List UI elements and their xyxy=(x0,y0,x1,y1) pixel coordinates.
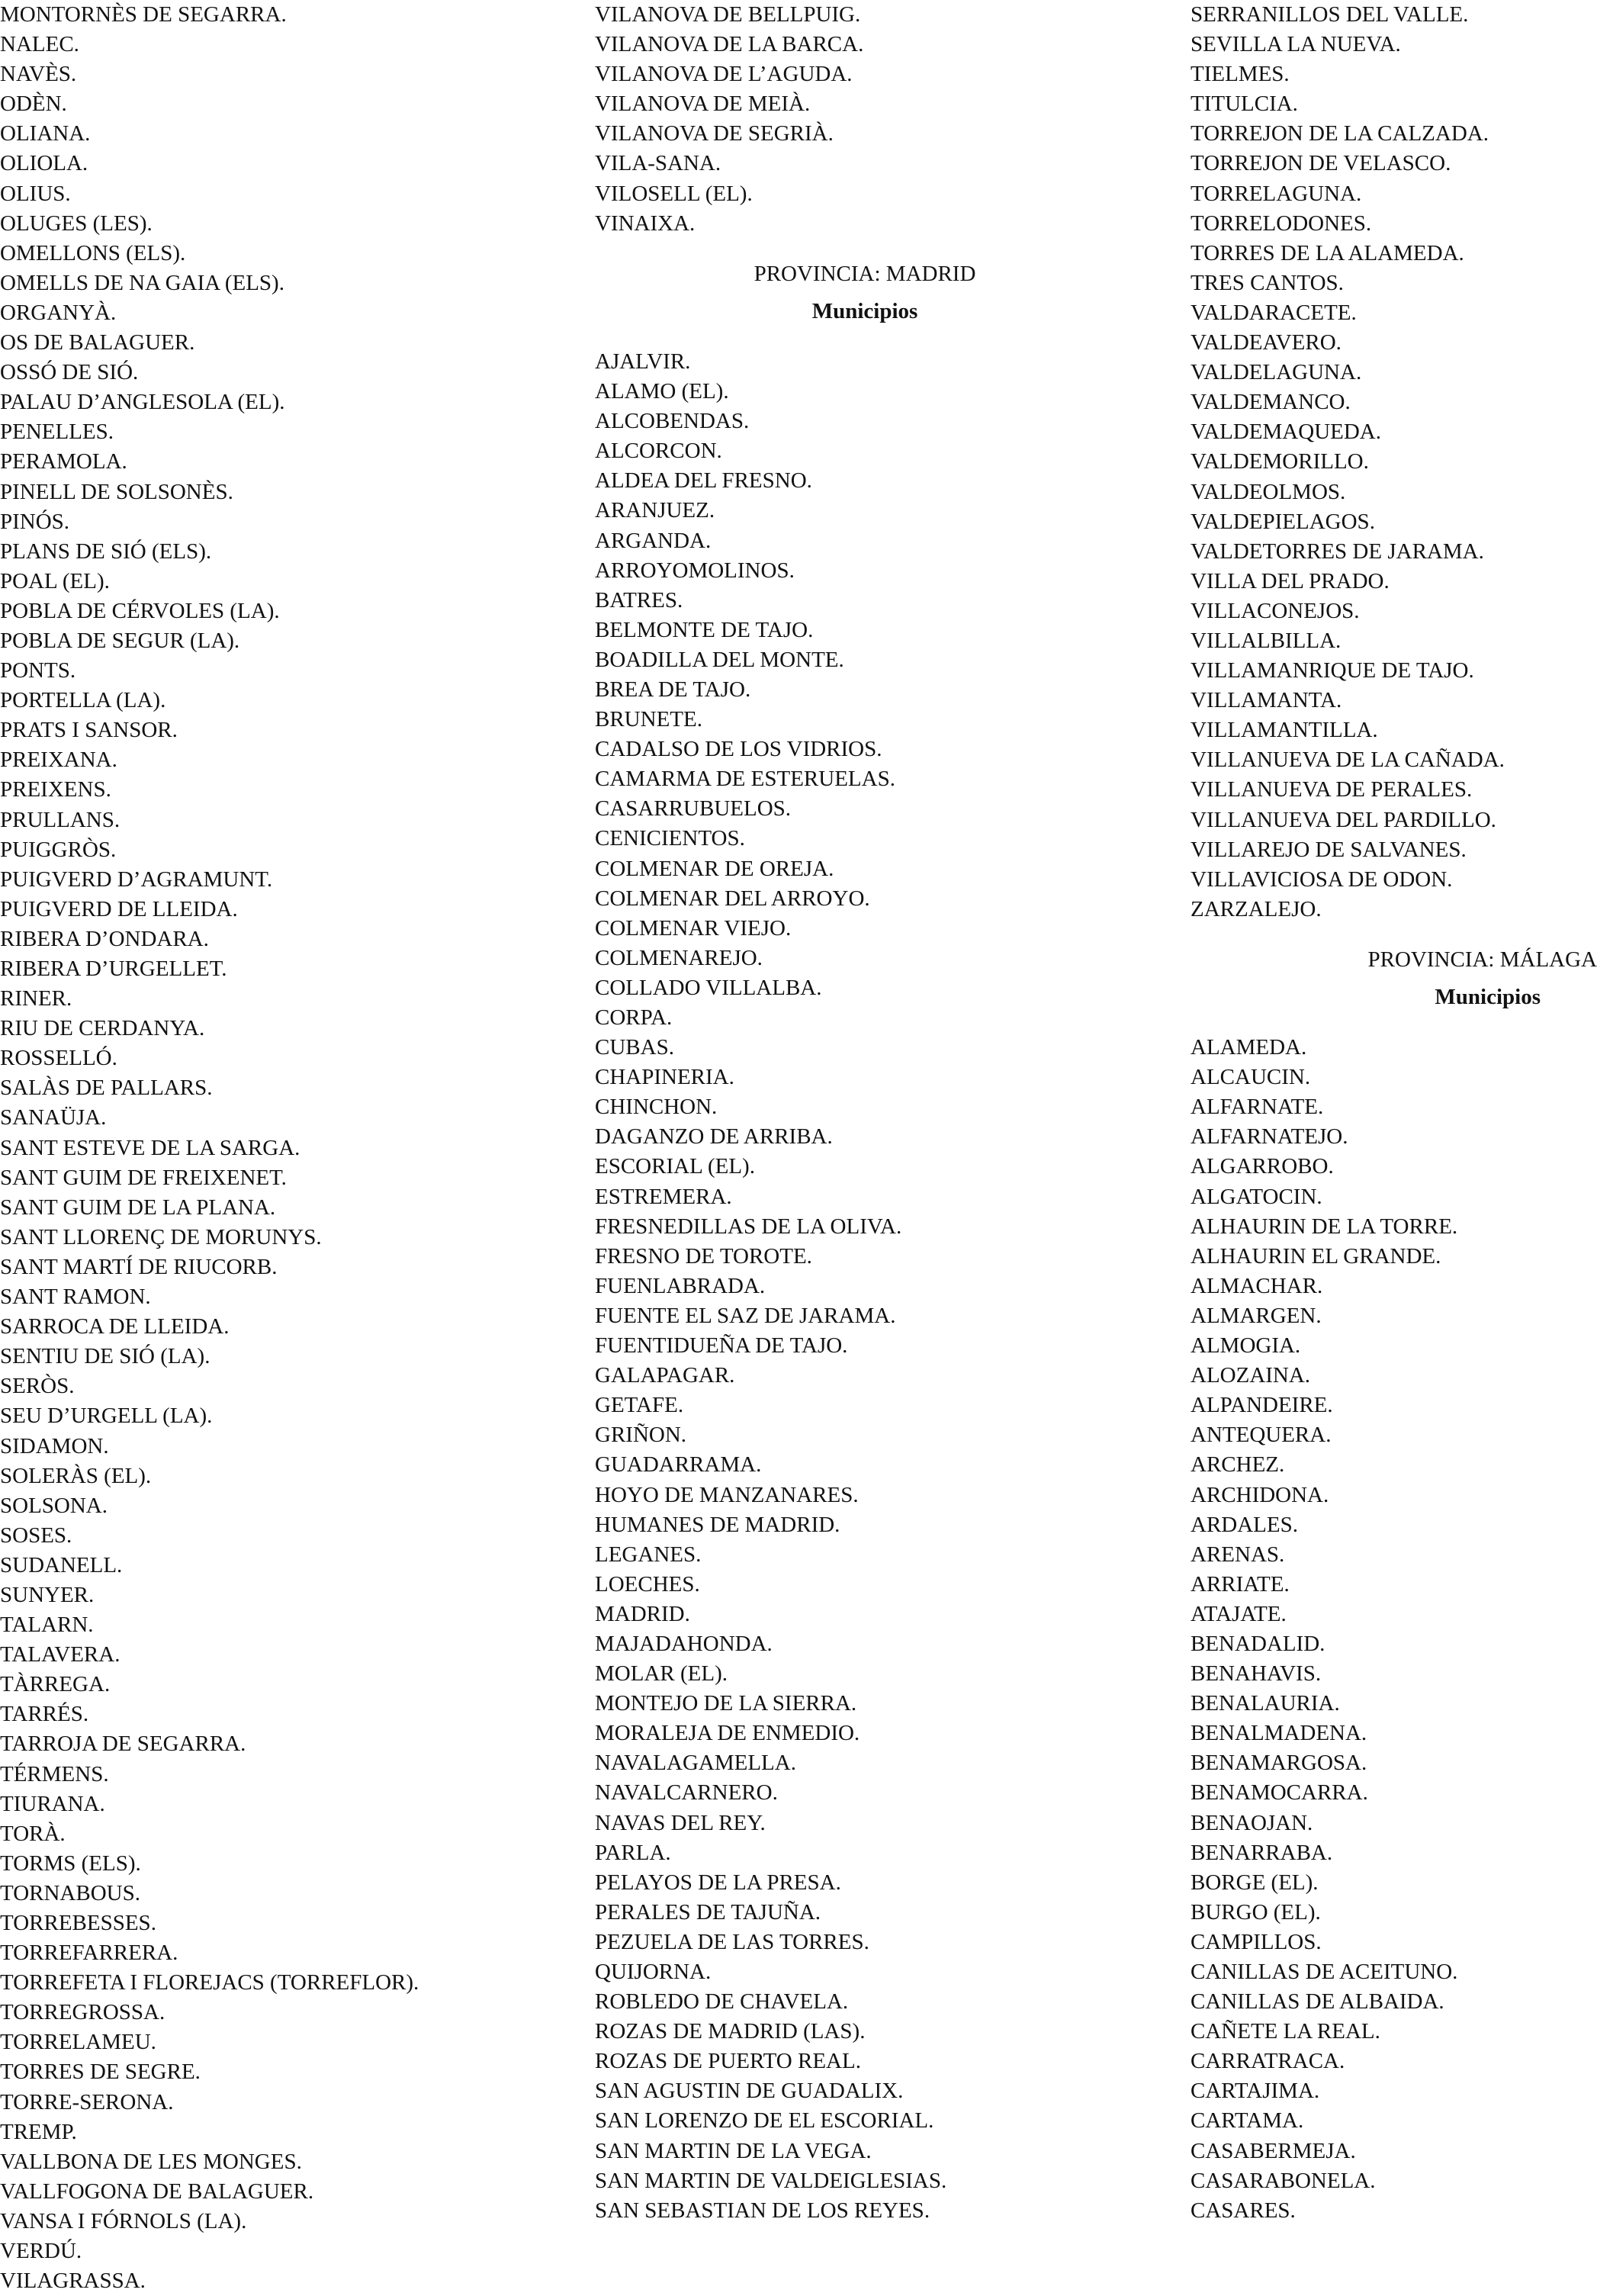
list-item: PERAMOLA. xyxy=(0,449,127,474)
list-item: VILANOVA DE LA BARCA. xyxy=(595,32,864,57)
list-item: TORNABOUS. xyxy=(0,1880,140,1905)
subheading-municipios-malaga: Municipios xyxy=(1435,985,1541,1009)
list-item: TÉRMENS. xyxy=(0,1761,109,1786)
list-item: BRUNETE. xyxy=(595,707,702,732)
list-item: TRES CANTOS. xyxy=(1191,270,1344,295)
list-item: FUENTE EL SAZ DE JARAMA. xyxy=(595,1303,896,1328)
list-item: FRESNEDILLAS DE LA OLIVA. xyxy=(595,1214,902,1239)
spacer xyxy=(1191,925,1597,945)
list-item: VALDEMAQUEDA. xyxy=(1191,420,1381,445)
list-item: VILLALBILLA. xyxy=(1191,628,1342,653)
list-item: VILLAVICIOSA DE ODON. xyxy=(1191,867,1453,892)
list-item: VILA-SANA. xyxy=(595,151,721,176)
list-item: BENALAURIA. xyxy=(1191,1691,1340,1716)
list-item: ALHAURIN EL GRANDE. xyxy=(1191,1243,1441,1269)
list-item: HUMANES DE MADRID. xyxy=(595,1512,840,1537)
list-item: TORRELAGUNA. xyxy=(1191,181,1362,206)
list-item: AJALVIR. xyxy=(595,349,691,374)
list-item: TORREJON DE LA CALZADA. xyxy=(1191,121,1489,146)
list-item: VALDEMANCO. xyxy=(1191,390,1351,415)
list-item: OS DE BALAGUER. xyxy=(0,330,195,355)
list-item: VALDEMORILLO. xyxy=(1191,449,1369,474)
list-item: VALLFOGONA DE BALAGUER. xyxy=(0,2179,314,2204)
list-item: COLMENAR DE OREJA. xyxy=(595,856,834,881)
list-item: BENAMOCARRA. xyxy=(1191,1780,1368,1806)
list-item: OMELLS DE NA GAIA (ELS). xyxy=(0,270,284,295)
list-item: VILLANUEVA DE LA CAÑADA. xyxy=(1191,748,1505,773)
list-item: ALCORCON. xyxy=(595,439,722,464)
municipality-list-lleida-cont xyxy=(595,0,1129,239)
list-item: ARENAS. xyxy=(1191,1542,1285,1567)
list-item: ALCOBENDAS. xyxy=(595,409,750,434)
list-item: MOLAR (EL). xyxy=(595,1661,728,1687)
list-item: OSSÓ DE SIÓ. xyxy=(0,360,139,385)
list-item: SANT GUIM DE FREIXENET. xyxy=(0,1165,287,1190)
list-item: SOLERÀS (EL). xyxy=(0,1463,152,1488)
list-item: TARRÉS. xyxy=(0,1702,89,1727)
list-item: BENAOJAN. xyxy=(1191,1810,1313,1835)
list-item: NAVALAGAMELLA. xyxy=(595,1751,796,1776)
list-item: GETAFE. xyxy=(595,1393,684,1418)
list-item: PUIGGRÒS. xyxy=(0,837,117,862)
list-item: BENARRABA. xyxy=(1191,1840,1333,1865)
list-item: ARCHIDONA. xyxy=(1191,1482,1329,1507)
spacer xyxy=(595,239,1129,259)
list-item: ROZAS DE PUERTO REAL. xyxy=(595,2049,861,2074)
list-item: ALMARGEN. xyxy=(1191,1303,1322,1328)
list-item: ARRIATE. xyxy=(1191,1571,1290,1597)
list-item: SAN LORENZO DE EL ESCORIAL. xyxy=(595,2108,934,2134)
list-item: SANT ESTEVE DE LA SARGA. xyxy=(0,1135,300,1160)
list-item: ALAMO (EL). xyxy=(595,379,729,404)
subheading-municipios-madrid: Municipios xyxy=(811,298,918,323)
list-item: BOADILLA DEL MONTE. xyxy=(595,647,844,672)
list-item: TITULCIA. xyxy=(1191,92,1298,117)
list-item: CADALSO DE LOS VIDRIOS. xyxy=(595,737,882,762)
list-item: ORGANYÀ. xyxy=(0,300,117,325)
list-item: ALCAUCIN. xyxy=(1191,1065,1311,1090)
list-item: NAVAS DEL REY. xyxy=(595,1810,766,1835)
list-item: TORREFARRERA. xyxy=(0,1941,178,1966)
list-item: ALFARNATE. xyxy=(1191,1095,1324,1120)
list-item: LOECHES. xyxy=(595,1571,700,1597)
list-item: VALDELAGUNA. xyxy=(1191,360,1362,385)
list-item: CAÑETE LA REAL. xyxy=(1191,2019,1380,2044)
list-item: CHAPINERIA. xyxy=(595,1065,734,1090)
list-item: VILANOVA DE L’AGUDA. xyxy=(595,62,853,87)
list-item: ODÈN. xyxy=(0,92,67,117)
list-item: SALÀS DE PALLARS. xyxy=(0,1076,213,1101)
list-item: COLMENAREJO. xyxy=(595,945,763,970)
spacer xyxy=(595,289,1129,297)
list-item: MAJADAHONDA. xyxy=(595,1631,773,1656)
list-item: DAGANZO DE ARRIBA. xyxy=(595,1124,833,1150)
list-item: VALDARACETE. xyxy=(1191,300,1357,325)
list-item: ARANJUEZ. xyxy=(595,498,715,523)
list-item: ALGARROBO. xyxy=(1191,1154,1334,1179)
list-item: VILLAMANTA. xyxy=(1191,688,1342,713)
list-item: ALMOGIA. xyxy=(1191,1333,1301,1359)
list-item: OLIUS. xyxy=(0,181,71,206)
list-item: ANTEQUERA. xyxy=(1191,1423,1332,1448)
list-item: CHINCHON. xyxy=(595,1095,718,1120)
list-item: VALDEOLMOS. xyxy=(1191,479,1346,504)
list-item: TORRES DE LA ALAMEDA. xyxy=(1191,240,1464,265)
list-item: VALDEPIELAGOS. xyxy=(1191,509,1375,534)
list-item: SAN SEBASTIAN DE LOS REYES. xyxy=(595,2198,930,2223)
list-item: PENELLES. xyxy=(0,420,114,445)
list-item: TARROJA DE SEGARRA. xyxy=(0,1732,246,1757)
list-item: ALHAURIN DE LA TORRE. xyxy=(1191,1214,1458,1239)
list-item: TORREFETA I FLOREJACS (TORREFLOR). xyxy=(0,1970,419,1995)
list-item: SANT GUIM DE LA PLANA. xyxy=(0,1195,276,1220)
list-item: CASARABONELA. xyxy=(1191,2168,1376,2193)
list-item: SANT RAMON. xyxy=(0,1285,151,1310)
list-item: TORRE-SERONA. xyxy=(0,2089,174,2114)
list-item: BENADALID. xyxy=(1191,1631,1325,1656)
municipality-list-lleida xyxy=(0,0,534,2296)
list-item: TALAVERA. xyxy=(0,1642,120,1667)
list-item: ALFARNATEJO. xyxy=(1191,1124,1348,1150)
list-item: SOLSONA. xyxy=(0,1493,108,1518)
list-item: TORREJON DE VELASCO. xyxy=(1191,151,1451,176)
list-item: SEU D’URGELL (LA). xyxy=(0,1404,213,1429)
list-item: QUIJORNA. xyxy=(595,1960,712,1984)
list-item: ROZAS DE MADRID (LAS). xyxy=(595,2019,866,2044)
list-item: GALAPAGAR. xyxy=(595,1363,735,1388)
list-item: VANSA I FÓRNOLS (LA). xyxy=(0,2208,247,2233)
list-item: VILLAMANTILLA. xyxy=(1191,718,1378,743)
list-item: TIELMES. xyxy=(1191,62,1290,87)
list-item: COLLADO VILLALBA. xyxy=(595,975,822,1000)
list-item: TORREGROSSA. xyxy=(0,2000,165,2025)
list-item: NAVÈS. xyxy=(0,62,77,87)
list-item: ATAJATE. xyxy=(1191,1601,1287,1626)
list-item: SARROCA DE LLEIDA. xyxy=(0,1314,230,1339)
list-item: BORGE (EL). xyxy=(1191,1870,1319,1895)
list-item: COLMENAR DEL ARROYO. xyxy=(595,886,870,911)
list-item: ARDALES. xyxy=(1191,1512,1298,1537)
list-item: VILANOVA DE MEIÀ. xyxy=(595,92,811,117)
list-item: ALGATOCIN. xyxy=(1191,1184,1322,1209)
province-heading-malaga: PROVINCIA: MÁLAGA xyxy=(1367,947,1597,972)
province-heading-madrid: PROVINCIA: MADRID xyxy=(754,261,976,286)
list-item: TALARN. xyxy=(0,1613,94,1638)
list-item: ESTREMERA. xyxy=(595,1184,732,1209)
list-item: SOSES. xyxy=(0,1523,72,1548)
list-item: ALAMEDA. xyxy=(1191,1035,1307,1060)
list-item: PELAYOS DE LA PRESA. xyxy=(595,1870,841,1895)
list-item: ALDEA DEL FRESNO. xyxy=(595,468,812,494)
list-item: SANT LLORENÇ DE MORUNYS. xyxy=(0,1224,322,1249)
list-item: ZARZALEJO. xyxy=(1191,896,1322,921)
list-item: BELMONTE DE TAJO. xyxy=(595,617,814,642)
spacer xyxy=(595,326,1129,347)
list-item: PONTS. xyxy=(0,658,76,683)
list-item: GRIÑON. xyxy=(595,1423,687,1448)
list-item: PRULLANS. xyxy=(0,807,120,832)
list-item: RINER. xyxy=(0,986,72,1011)
list-item: MONTORNÈS DE SEGARRA. xyxy=(0,2,287,27)
list-item: CAMARMA DE ESTERUELAS. xyxy=(595,767,895,792)
list-item: CENICIENTOS. xyxy=(595,826,745,851)
list-item: VILAGRASSA. xyxy=(0,2269,146,2294)
list-item: SANT MARTÍ DE RIUCORB. xyxy=(0,1254,278,1279)
municipality-list-madrid xyxy=(595,347,1129,2226)
list-item: PUIGVERD DE LLEIDA. xyxy=(0,896,238,921)
list-item: HOYO DE MANZANARES. xyxy=(595,1482,859,1507)
list-item: CANILLAS DE ALBAIDA. xyxy=(1191,1989,1444,2015)
list-item: SAN AGUSTIN DE GUADALIX. xyxy=(595,2079,904,2104)
list-item: CAMPILLOS. xyxy=(1191,1929,1322,1954)
list-item: TORRELODONES. xyxy=(1191,211,1372,236)
list-item: CARTAMA. xyxy=(1191,2108,1304,2134)
list-item: CASARRUBUELOS. xyxy=(595,796,792,822)
list-item: ROSSELLÓ. xyxy=(0,1046,117,1071)
list-item: PEZUELA DE LAS TORRES. xyxy=(595,1929,869,1954)
list-item: FUENLABRADA. xyxy=(595,1273,766,1298)
list-item: BENAHAVIS. xyxy=(1191,1661,1322,1687)
list-item: SUNYER. xyxy=(0,1582,95,1607)
list-item: BENALMADENA. xyxy=(1191,1721,1367,1746)
list-item: PUIGVERD D’AGRAMUNT. xyxy=(0,867,273,892)
list-item: NALEC. xyxy=(0,32,79,57)
list-item: ESCORIAL (EL). xyxy=(595,1154,755,1179)
list-item: ALMACHAR. xyxy=(1191,1273,1323,1298)
list-item: BENAMARGOSA. xyxy=(1191,1751,1367,1776)
list-item: PINÓS. xyxy=(0,509,70,534)
list-item: TIURANA. xyxy=(0,1791,105,1816)
list-item: NAVALCARNERO. xyxy=(595,1780,778,1806)
list-item: GUADARRAMA. xyxy=(595,1452,762,1478)
municipality-list-malaga xyxy=(1191,1033,1597,2226)
list-item: PRATS I SANSOR. xyxy=(0,718,178,743)
list-item: VINAIXA. xyxy=(595,211,696,236)
list-item: SAN MARTIN DE VALDEIGLESIAS. xyxy=(595,2168,947,2193)
list-item: CANILLAS DE ACEITUNO. xyxy=(1191,1960,1458,1984)
list-item: VALDEAVERO. xyxy=(1191,330,1342,355)
list-item: OLIOLA. xyxy=(0,151,88,176)
list-item: CASABERMEJA. xyxy=(1191,2138,1356,2163)
list-item: RIBERA D’URGELLET. xyxy=(0,957,227,981)
list-item: TORMS (ELS). xyxy=(0,1851,141,1876)
list-item: VILLACONEJOS. xyxy=(1191,598,1360,623)
list-item: TREMP. xyxy=(0,2119,77,2144)
list-item: VILLAMANRIQUE DE TAJO. xyxy=(1191,658,1474,683)
list-item: CASARES. xyxy=(1191,2198,1296,2223)
list-item: PARLA. xyxy=(595,1840,671,1865)
list-item: POBLA DE CÉRVOLES (LA). xyxy=(0,598,280,623)
list-item: VILOSELL (EL). xyxy=(595,181,753,206)
list-item: VALDETORRES DE JARAMA. xyxy=(1191,539,1484,564)
list-item: VERDÚ. xyxy=(0,2239,82,2264)
list-item: RIBERA D’ONDARA. xyxy=(0,926,209,951)
list-item: PREIXENS. xyxy=(0,777,111,802)
list-item: VILLAREJO DE SALVANES. xyxy=(1191,837,1467,862)
list-item: OLUGES (LES). xyxy=(0,211,153,236)
column-3 xyxy=(1191,0,1597,2226)
list-item: SENTIU DE SIÓ (LA). xyxy=(0,1344,210,1369)
list-item: PREIXANA. xyxy=(0,748,117,773)
list-item: VILANOVA DE BELLPUIG. xyxy=(595,2,861,27)
list-item: COLMENAR VIEJO. xyxy=(595,915,792,941)
list-item: TORÀ. xyxy=(0,1821,66,1846)
list-item: VILLA DEL PRADO. xyxy=(1191,568,1390,593)
list-item: OMELLONS (ELS). xyxy=(0,240,186,265)
list-item: CARTAJIMA. xyxy=(1191,2079,1320,2104)
list-item: RIU DE CERDANYA. xyxy=(0,1016,205,1041)
list-item: TORREBESSES. xyxy=(0,1911,156,1935)
list-item: TORRES DE SEGRE. xyxy=(0,2060,201,2085)
list-item: ARGANDA. xyxy=(595,528,712,553)
list-item: CORPA. xyxy=(595,1005,673,1030)
list-item: MADRID. xyxy=(595,1601,690,1626)
list-item: SERRANILLOS DEL VALLE. xyxy=(1191,2,1469,27)
list-item: TÀRREGA. xyxy=(0,1672,111,1697)
spacer xyxy=(1191,975,1597,982)
list-item: PERALES DE TAJUÑA. xyxy=(595,1899,821,1925)
list-item: PLANS DE SIÓ (ELS). xyxy=(0,539,212,564)
column-2 xyxy=(595,0,1129,2226)
list-item: MORALEJA DE ENMEDIO. xyxy=(595,1721,860,1746)
list-item: FUENTIDUEÑA DE TAJO. xyxy=(595,1333,848,1359)
list-item: SERÒS. xyxy=(0,1374,75,1399)
list-item: SUDANELL. xyxy=(0,1552,123,1577)
list-item: ARROYOMOLINOS. xyxy=(595,558,795,583)
list-item: VILANOVA DE SEGRIÀ. xyxy=(595,121,834,146)
list-item: VALLBONA DE LES MONGES. xyxy=(0,2149,302,2174)
list-item: PALAU D’ANGLESOLA (EL). xyxy=(0,390,285,415)
list-item: CARRATRACA. xyxy=(1191,2049,1345,2074)
list-item: LEGANES. xyxy=(595,1542,702,1567)
list-item: VILLANUEVA DEL PARDILLO. xyxy=(1191,807,1496,832)
list-item: FRESNO DE TOROTE. xyxy=(595,1243,812,1269)
list-item: SAN MARTIN DE LA VEGA. xyxy=(595,2138,872,2163)
list-item: SIDAMON. xyxy=(0,1433,109,1458)
list-item: SANAÜJA. xyxy=(0,1105,107,1130)
list-item: VILLANUEVA DE PERALES. xyxy=(1191,777,1473,802)
list-item: SEVILLA LA NUEVA. xyxy=(1191,32,1401,57)
list-item: PORTELLA (LA). xyxy=(0,688,166,713)
list-item: ALPANDEIRE. xyxy=(1191,1393,1333,1418)
list-item: BREA DE TAJO. xyxy=(595,677,751,702)
list-item: ROBLEDO DE CHAVELA. xyxy=(595,1989,849,2015)
list-item: POAL (EL). xyxy=(0,568,110,593)
municipality-list-madrid-cont xyxy=(1191,0,1597,925)
list-item: CUBAS. xyxy=(595,1035,674,1060)
list-item: POBLA DE SEGUR (LA). xyxy=(0,628,240,653)
list-item: BATRES. xyxy=(595,587,683,613)
list-item: ARCHEZ. xyxy=(1191,1452,1285,1478)
list-item: PINELL DE SOLSONÈS. xyxy=(0,479,233,504)
list-item: OLIANA. xyxy=(0,121,91,146)
spacer xyxy=(1191,1012,1597,1033)
column-1 xyxy=(0,0,534,2296)
list-item: ALOZAINA. xyxy=(1191,1363,1311,1388)
list-item: TORRELAMEU. xyxy=(0,2030,156,2055)
list-item: BURGO (EL). xyxy=(1191,1899,1321,1925)
list-item: MONTEJO DE LA SIERRA. xyxy=(595,1691,857,1716)
